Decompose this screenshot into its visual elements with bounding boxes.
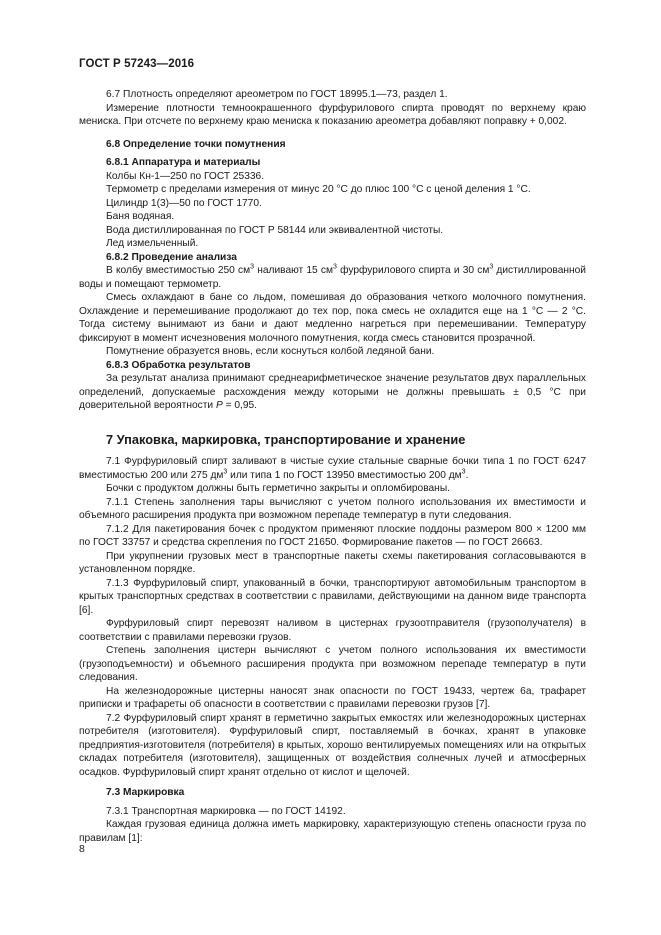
paragraph-flasks: Колбы Кн-1—250 по ГОСТ 25336. xyxy=(106,170,265,182)
paragraph-6-7: 6.7 Плотность определяют ареометром по ГОСТ 18995.1—73, раздел 1. xyxy=(106,89,448,100)
page-number: 8 xyxy=(79,843,85,855)
paragraph-barrels-sealed: Бочки с продуктом должны быть герметично закрыты и опломбированы. xyxy=(106,483,450,494)
paragraph-tank-transport: Фурфуриловый спирт перевозят наливом в цистернах грузоотправителя (грузополучателя) в соответствии с правилами перевозки грузов. xyxy=(79,618,586,643)
paragraph-density-meniscus: Измерение плотности темноокрашенного фурфурилового спирта проводят по верхнему краю мениска. При отсчете по верхнему краю мениска к показанию ареометра добавляют поправку + 0,002. xyxy=(79,102,586,127)
heading-6-8-2: 6.8.2 Проведение анализа xyxy=(106,251,237,263)
document-header: ГОСТ Р 57243—2016 xyxy=(79,58,195,70)
heading-6-8: 6.8 Определение точки помутнения xyxy=(106,138,286,150)
paragraph-packaging-agreement: При укрупнении грузовых мест в транспортные пакеты схемы пакетирования согласовываются в установленном порядке. xyxy=(79,550,586,575)
paragraph-procedure-flask: В колбу вместимостью 250 $см^3$ наливают 15 $см^3$ фурфурилового спирта и 30 $см^3$ дистиллированной воды и помещают термометр. xyxy=(79,263,586,290)
paragraph-distilled-water: Вода дистиллированная по ГОСТ Р 58144 или эквивалентной чистоты. xyxy=(106,224,444,236)
heading-section-7: 7 Упаковка, маркировка, транспортирование и хранение xyxy=(106,431,466,447)
paragraph-cargo-marking: Каждая грузовая единица должна иметь маркировку, характеризующую степень опасности груза по правилам [1]: xyxy=(79,819,586,844)
paragraph-cylinder: Цилиндр 1(3)—50 по ГОСТ 1770. xyxy=(106,197,262,209)
heading-7-3: 7.3 Маркировка xyxy=(106,787,185,798)
heading-6-8-1: 6.8.1 Аппаратура и материалы xyxy=(106,157,261,168)
paragraph-water-bath: Баня водяная. xyxy=(106,211,175,222)
paragraph-7-1-2: 7.1.2 Для пакетирования бочек с продуктом применяют плоские поддоны размером 800 × 1200 мм по ГОСТ 33757 и средства скрепления по ГОСТ 21650. Формирование пакетов — по ГОСТ 26663. xyxy=(79,523,586,548)
paragraph-7-3-1: 7.3.1 Транспортная маркировка — по ГОСТ 14192. xyxy=(106,805,346,817)
paragraph-rail-tank-marking: На железнодорожные цистерны наносят знак опасности по ГОСТ 19433, чертеж 6а, трафарет приписки и трафареты об опасности в соответствии с правилами перевозки грузов [7]. xyxy=(79,685,586,710)
paragraph-procedure-cooling: Смесь охлаждают в бане со льдом, помешивая до образования четкого молочного помутнения. Охлаждение и перемешивание продолжают до тех пор, пока смесь не охладится еще на 1 °С — 2 °С. Тогда систему вынимают из бани и дают медленно нагреться при перемешивании. Температуру фиксируют в момент исчезновения молочного помутнения, когда смесь становится прозрачной. xyxy=(79,292,586,344)
heading-6-8-3: 6.8.3 Обработка результатов xyxy=(106,359,251,371)
paragraph-crushed-ice: Лед измельченный. xyxy=(106,238,199,249)
paragraph-7-1-1: 7.1.1 Степень заполнения тары вычисляют с учетом полного использования их вместимости и объемного расширения продукта при возможном перепаде температур в пути следования. xyxy=(79,496,586,521)
paragraph-results: За результат анализа принимают среднеарифметическое значение результатов двух параллельных определений, допускаемые расхождения между которыми не должны превышать ± 0,5 °С при доверительной вероятности Р = 0,95. xyxy=(79,373,586,411)
paragraph-7-1-3: 7.1.3 Фурфуриловый спирт, упакованный в бочки, транспортируют автомобильным транспортом в крытых транспортных средствах в соответствии с правилами, действующими на данном виде транспорта [6]. xyxy=(79,577,586,616)
paragraph-7-1: 7.1 Фурфуриловый спирт заливают в чистые сухие стальные сварные бочки типа 1 по ГОСТ 6247 вместимостью 200 или 275 $дм^3$ или типа 1 по ГОСТ 13950 вместимостью 200 $дм^3$. xyxy=(79,456,586,481)
paragraph-thermometer: Термометр с пределами измерения от минус 20 °С до плюс 100 °С с ценой деления 1 °С. xyxy=(106,184,531,195)
paragraph-procedure-turbidity: Помутнение образуется вновь, если коснуться колбой ледяной бани. xyxy=(106,346,435,357)
paragraph-7-2: 7.2 Фурфуриловый спирт хранят в герметично закрытых емкостях или железнодорожных цистернах потребителя (изготовителя). Фурфуриловый спирт, поставляемый в бочках, хранят в упаковке предприятия-изготовителя (потребителя) в крытых, хорошо вентилируемых помещениях или на открытых складах потребителя (изготовителя), защищенных от воздействия солнечных лучей и атмосферных осадков. Фурфуриловый спирт хранят отдельно от кислот и щелочей. xyxy=(79,712,586,778)
paragraph-tank-filling: Степень заполнения цистерн вычисляют с учетом полного использования их вместимости (грузоподъемности) и объемного расширения продукта при возможном перепаде температур в пути следования. xyxy=(79,645,586,683)
document-body xyxy=(79,88,586,845)
